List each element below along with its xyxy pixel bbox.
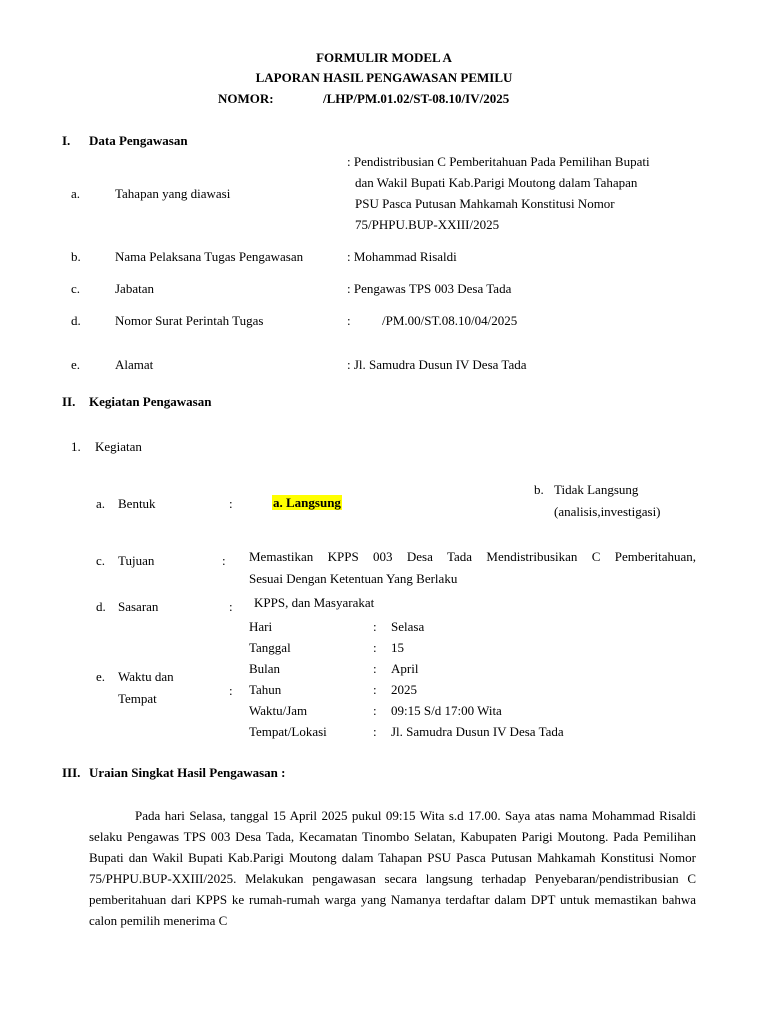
- tempat-lokasi-colon: :: [373, 724, 377, 739]
- sasaran-letter: d.: [96, 599, 106, 614]
- tanggal-value: 15: [391, 640, 404, 655]
- nomor-value: /LHP/PM.01.02/ST-08.10/IV/2025: [323, 91, 510, 106]
- bentuk-option-b-letter: b.: [534, 482, 544, 497]
- hari-value: Selasa: [391, 619, 425, 634]
- nomor-label: NOMOR:: [218, 91, 274, 106]
- tujuan-line2: Sesuai Dengan Ketentuan Yang Berlaku: [249, 571, 458, 586]
- tujuan-letter: c.: [96, 553, 106, 568]
- hari-key: Hari: [249, 619, 273, 634]
- waktu-jam-key: Waktu/Jam: [249, 703, 308, 718]
- row-a-label: Tahapan yang diawasi: [115, 186, 231, 201]
- row-d-value: /PM.00/ST.08.10/04/2025: [382, 313, 518, 328]
- row-b-value: : Mohammad Risaldi: [347, 249, 457, 264]
- tempat-lokasi-key: Tempat/Lokasi: [249, 724, 327, 739]
- row-e-label: Alamat: [115, 357, 154, 372]
- waktu-label-line1: Waktu dan: [118, 669, 174, 684]
- section-2-title: Kegiatan Pengawasan: [89, 394, 212, 409]
- kegiatan-label: Kegiatan: [95, 439, 142, 454]
- bulan-colon: :: [373, 661, 377, 676]
- kegiatan-number: 1.: [71, 439, 81, 454]
- row-b-label: Nama Pelaksana Tugas Pengawasan: [115, 249, 304, 264]
- row-c-value: : Pengawas TPS 003 Desa Tada: [347, 281, 512, 296]
- tahun-colon: :: [373, 682, 377, 697]
- hari-colon: :: [373, 619, 377, 634]
- section-2-number: II.: [62, 394, 76, 409]
- tujuan-label: Tujuan: [118, 553, 155, 568]
- bulan-value: April: [391, 661, 419, 676]
- report-title: LAPORAN HASIL PENGAWASAN PEMILU: [255, 70, 513, 85]
- row-a-value-line: dan Wakil Bupati Kab.Parigi Moutong dalam Tahapan: [355, 175, 638, 190]
- sasaran-colon: :: [229, 599, 233, 614]
- bentuk-colon: :: [229, 496, 233, 511]
- tanggal-colon: :: [373, 640, 377, 655]
- waktu-jam-colon: :: [373, 703, 377, 718]
- bentuk-label: Bentuk: [118, 496, 156, 511]
- tujuan-colon: :: [222, 553, 226, 568]
- tahun-value: 2025: [391, 682, 417, 697]
- waktu-jam-value: 09:15 S/d 17:00 Wita: [391, 703, 502, 718]
- row-c-letter: c.: [71, 281, 81, 296]
- tahun-key: Tahun: [249, 682, 282, 697]
- form-title: FORMULIR MODEL A: [316, 50, 452, 65]
- bentuk-letter: a.: [96, 496, 106, 511]
- row-a-value-line: : Pendistribusian C Pemberitahuan Pada Pemilihan Bupati: [347, 154, 650, 169]
- tujuan-line1: Memastikan KPPS 003 Desa Tada Mendistribusikan C Pemberitahuan,: [249, 549, 696, 564]
- bulan-key: Bulan: [249, 661, 281, 676]
- tanggal-key: Tanggal: [249, 640, 291, 655]
- sasaran-value: KPPS, dan Masyarakat: [254, 595, 375, 610]
- uraian-paragraph: Pada hari Selasa, tanggal 15 April 2025 pukul 09:15 Wita s.d 17.00. Saya atas nama Mohammad Risaldi selaku Pengawas TPS 003 Desa Tada, Kecamatan Tinombo Selatan, Kabupaten Parigi Moutong. Pada Pemilihan Bupati dan Wakil Bupati Kab.Parigi Moutong dalam Tahapan PSU Pasca Putusan Mahkamah Konstitusi Nomor 75/PHPU.BUP-XXIII/2025. Melakukan pengawasan secara langsung terhadap Penyebaran/pendistribusian C pemberitahuan dari KPPS ke rumah-rumah warga yang Namanya terdaftar dalam DPT untuk memastikan bahwa calon pemilih menerima C: [89, 808, 696, 928]
- bentuk-option-langsung: a. Langsung: [273, 495, 341, 510]
- row-a-value-line: 75/PHPU.BUP-XXIII/2025: [355, 217, 500, 232]
- section-3-number: III.: [62, 765, 81, 780]
- row-e-value: : Jl. Samudra Dusun IV Desa Tada: [347, 357, 527, 372]
- section-1-number: I.: [62, 133, 71, 148]
- row-d-colon: :: [347, 313, 351, 328]
- row-b-letter: b.: [71, 249, 81, 264]
- bentuk-option-tidak-langsung: Tidak Langsung: [554, 482, 639, 497]
- row-d-letter: d.: [71, 313, 81, 328]
- bentuk-option-b-note: (analisis,investigasi): [554, 504, 661, 519]
- row-e-letter: e.: [71, 357, 81, 372]
- row-d-label: Nomor Surat Perintah Tugas: [115, 313, 264, 328]
- row-c-label: Jabatan: [115, 281, 154, 296]
- section-3-title: Uraian Singkat Hasil Pengawasan :: [89, 765, 286, 780]
- waktu-label-line2: Tempat: [118, 691, 157, 706]
- section-1-title: Data Pengawasan: [89, 133, 188, 148]
- tempat-lokasi-value: Jl. Samudra Dusun IV Desa Tada: [391, 724, 564, 739]
- row-a-value-line: PSU Pasca Putusan Mahkamah Konstitusi Nomor: [355, 196, 615, 211]
- waktu-colon: :: [229, 683, 233, 698]
- waktu-letter: e.: [96, 669, 106, 684]
- row-a-letter: a.: [71, 186, 81, 201]
- sasaran-label: Sasaran: [118, 599, 159, 614]
